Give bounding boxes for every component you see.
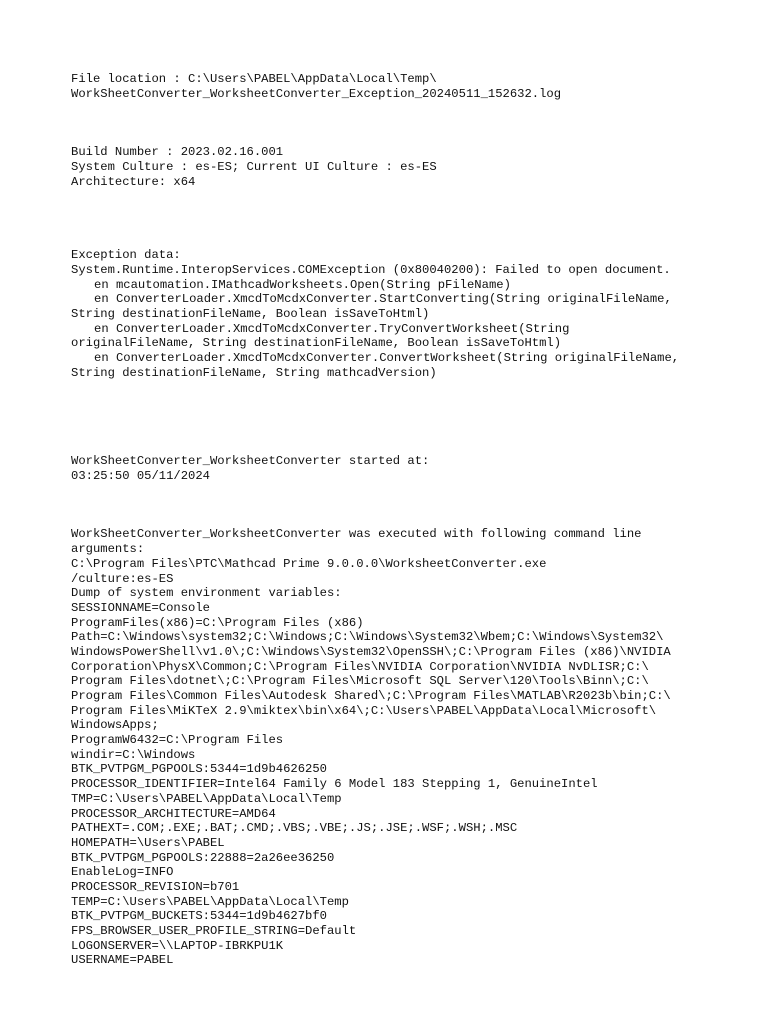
started-at-timestamp: 03:25:50 05/11/2024: [71, 468, 210, 483]
stack-trace-line: String destinationFileName, String mathcadVersion): [71, 365, 437, 380]
env-var-line: Path=C:\Windows\system32;C:\Windows;C:\Windows\System32\Wbem;C:\Windows\System32\: [71, 630, 664, 645]
env-var-line: BTK_PVTPGM_BUCKETS:5344=1d9b4627bf0: [71, 909, 327, 924]
env-dump-heading: Dump of system environment variables:: [71, 586, 342, 601]
started-at-label: WorkSheetConverter_WorksheetConverter started at:: [71, 454, 430, 468]
culture-argument: /culture:es-ES: [71, 571, 174, 586]
stack-trace-line: en ConverterLoader.XmcdToMcdxConverter.StartConverting(String originalFileName,: [94, 292, 672, 307]
env-var-line: PATHEXT=.COM;.EXE;.BAT;.CMD;.VBS;.VBE;.JS;.JSE;.WSF;.WSH;.MSC: [71, 821, 518, 836]
env-var-line: WindowsApps;: [71, 718, 159, 733]
build-info-block: [71, 145, 731, 189]
executable-path: C:\Program Files\PTC\Mathcad Prime 9.0.0.0\WorksheetConverter.exe: [71, 556, 547, 571]
env-var-line: EnableLog=INFO: [71, 865, 174, 880]
env-var-line: ProgramFiles(x86)=C:\Program Files (x86): [71, 615, 364, 630]
env-var-line: TEMP=C:\Users\PABEL\AppData\Local\Temp: [71, 894, 349, 909]
env-var-line: LOGONSERVER=\\LAPTOP-IBRKPU1K: [71, 938, 284, 953]
executed-line: WorkSheetConverter_WorksheetConverter was executed with following command line: [71, 527, 642, 542]
system-culture: System Culture : es-ES; Current UI Culture : es-ES: [71, 160, 437, 175]
env-var-line: Program Files\dotnet\;C:\Program Files\Microsoft SQL Server\120\Tools\Binn\;C:\: [71, 674, 649, 689]
build-number: Build Number : 2023.02.16.001: [71, 145, 284, 160]
env-var-line: Program Files\Common Files\Autodesk Shared\;C:\Program Files\MATLAB\R2023b\bin;C:\: [71, 689, 671, 704]
environment-variables-list: [71, 601, 731, 968]
started-block: [71, 454, 731, 483]
stack-trace-line: en ConverterLoader.XmcdToMcdxConverter.TryConvertWorksheet(String: [94, 321, 570, 336]
exception-block: [71, 248, 731, 380]
log-document: [71, 72, 731, 968]
env-var-line: ProgramW6432=C:\Program Files: [71, 733, 284, 748]
file-location-block: [71, 72, 731, 101]
env-var-line: windir=C:\Windows: [71, 747, 196, 762]
architecture: Architecture: x64: [71, 174, 196, 189]
env-var-line: Corporation\PhysX\Common;C:\Program Files\NVIDIA Corporation\NVIDIA NvDLISR;C:\: [71, 659, 649, 674]
env-var-line: PROCESSOR_REVISION=b701: [71, 879, 240, 894]
stack-trace-line: String destinationFileName, Boolean isSaveToHtml): [71, 307, 430, 322]
exception-stack-trace: [71, 278, 731, 381]
env-var-line: Program Files\MiKTeX 2.9\miktex\bin\x64\;C:\Users\PABEL\AppData\Local\Microsoft\: [71, 703, 657, 718]
executed-line: arguments:: [71, 542, 145, 557]
env-var-line: BTK_PVTPGM_PGPOOLS:5344=1d9b4626250: [71, 762, 327, 777]
file-location-line: File location : C:\Users\PABEL\AppData\Local\Temp\: [71, 72, 437, 86]
env-var-line: USERNAME=PABEL: [71, 953, 174, 968]
file-location-filename: WorkSheetConverter_WorksheetConverter_Exception_20240511_152632.log: [71, 86, 562, 101]
env-var-line: BTK_PVTPGM_PGPOOLS:22888=2a26ee36250: [71, 850, 335, 865]
env-var-line: PROCESSOR_IDENTIFIER=Intel64 Family 6 Model 183 Stepping 1, GenuineIntel: [71, 777, 598, 792]
exception-heading: Exception data:: [71, 248, 181, 263]
env-var-line: SESSIONNAME=Console: [71, 600, 210, 615]
env-var-line: FPS_BROWSER_USER_PROFILE_STRING=Default: [71, 924, 357, 939]
exception-message: System.Runtime.InteropServices.COMException (0x80040200): Failed to open document.: [71, 263, 671, 278]
env-var-line: TMP=C:\Users\PABEL\AppData\Local\Temp: [71, 791, 342, 806]
env-var-line: WindowsPowerShell\v1.0\;C:\Windows\System32\OpenSSH\;C:\Program Files (x86)\NVIDIA: [71, 644, 671, 659]
env-var-line: HOMEPATH=\Users\PABEL: [71, 835, 225, 850]
stack-trace-line: en mcautomation.IMathcadWorksheets.Open(String pFileName): [94, 277, 511, 292]
env-var-line: PROCESSOR_ARCHITECTURE=AMD64: [71, 806, 276, 821]
stack-trace-line: en ConverterLoader.XmcdToMcdxConverter.ConvertWorksheet(String originalFileName,: [94, 351, 680, 366]
executed-block: [71, 527, 731, 600]
stack-trace-line: originalFileName, String destinationFileName, Boolean isSaveToHtml): [71, 336, 562, 351]
